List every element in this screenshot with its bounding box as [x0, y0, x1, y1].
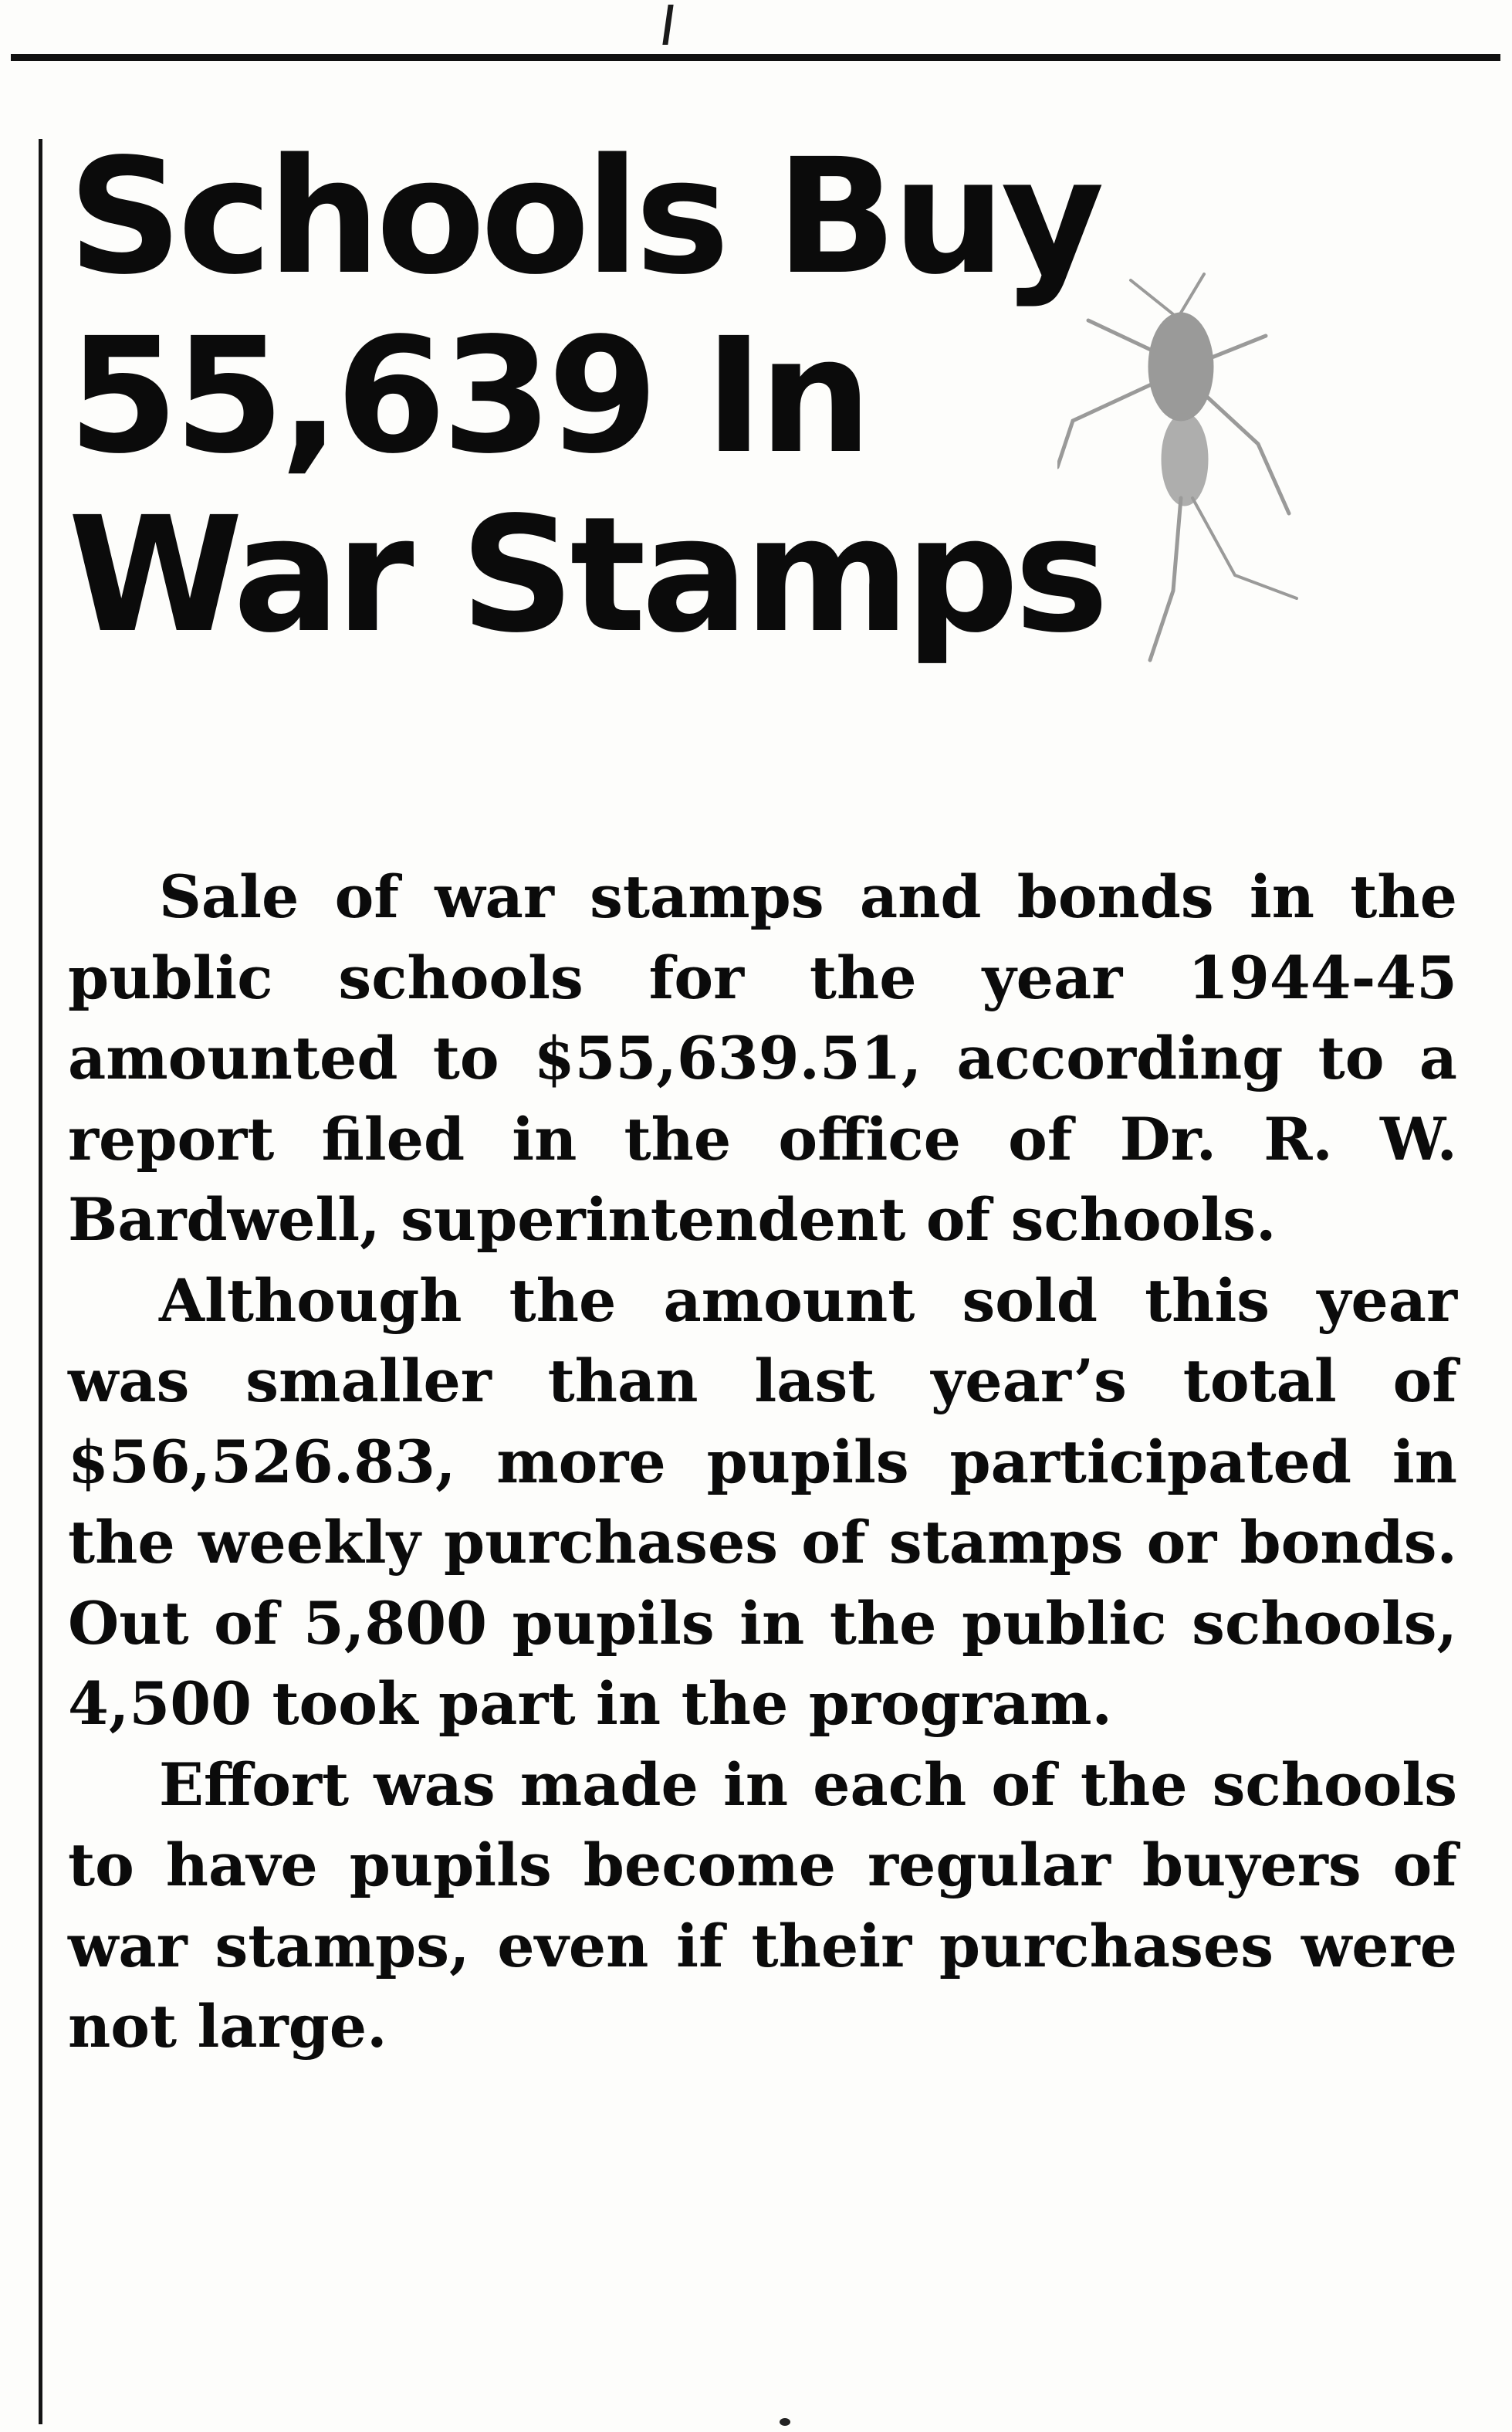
- headline-line-2: 55,639 In: [68, 303, 868, 489]
- paragraph-3: Effort was made in each of the schools to have pupils become regular buyers of war stamps, even if their purchases were not large.: [68, 1749, 1457, 2061]
- left-column-rule: [39, 139, 42, 2424]
- headline-line-1: Schools Buy: [68, 124, 1101, 310]
- bottom-print-mark: [780, 2418, 790, 2426]
- paragraph-2: Although the amount sold this year was smaller than last year’s total of $56,526.83, more pupils participated in the weekly purchases of stamps or bonds. Out of 5,800 pupils in the public schools, 4,500 took part in the program.: [68, 1265, 1457, 1738]
- column-tick-mark: [662, 5, 673, 45]
- article-body: [68, 857, 1457, 2068]
- headline-line-3: War Stamps: [68, 483, 1104, 668]
- top-column-rule: [11, 54, 1500, 61]
- paragraph-1: Sale of war stamps and bonds in the public schools for the year 1944-45 amounted to $55,639.51, according to a report filed in the office of Dr. R. W. Bardwell, superintendent of schools.: [68, 862, 1457, 1254]
- insect-stain-icon: [1057, 266, 1312, 668]
